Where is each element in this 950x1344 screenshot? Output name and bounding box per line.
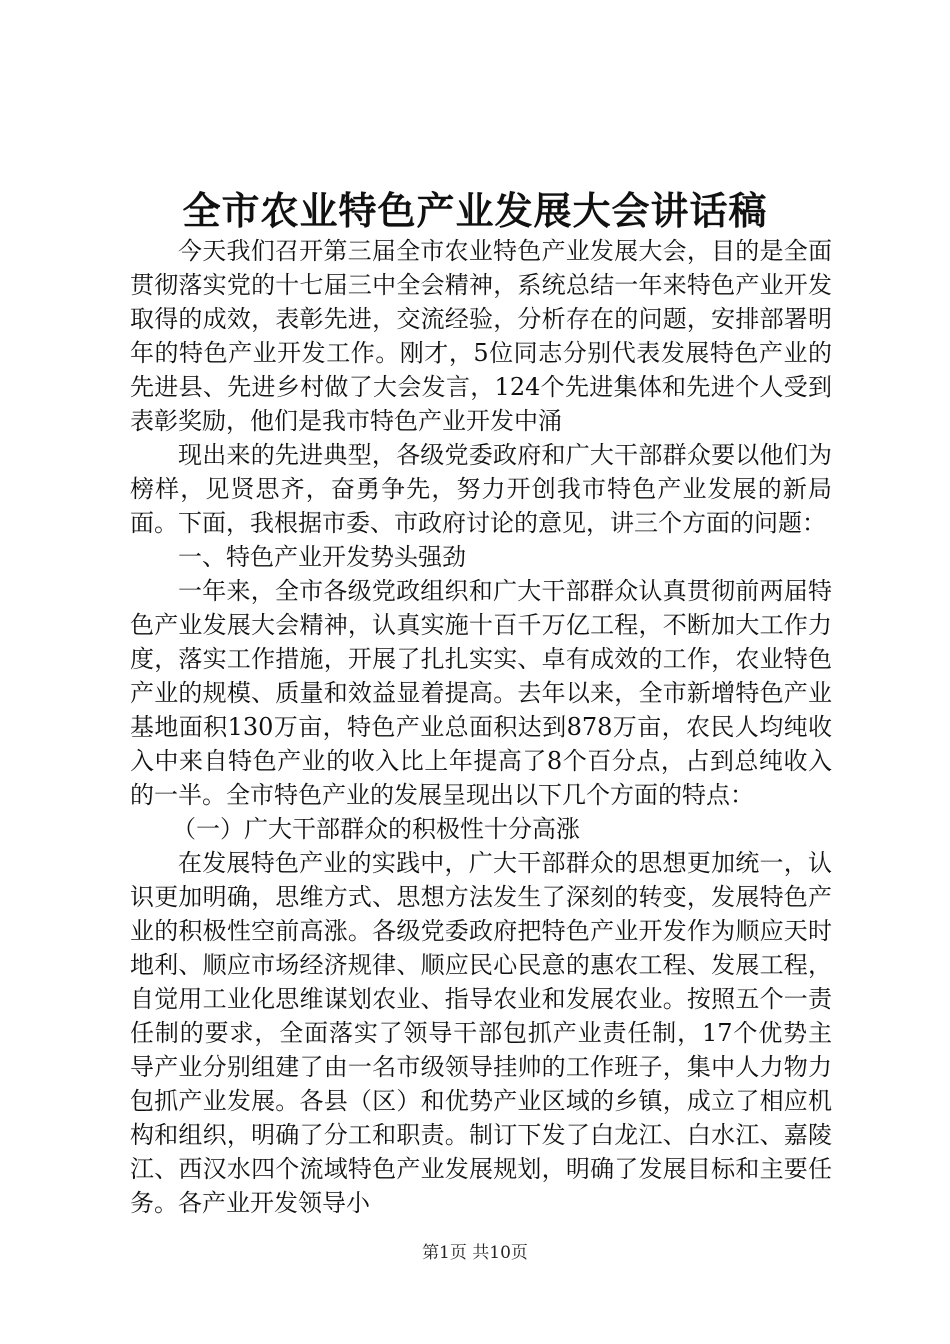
- document-title: 全市农业特色产业发展大会讲话稿: [182, 188, 768, 233]
- section-heading-1: 一、特色产业开发势头强劲: [178, 543, 466, 571]
- paragraph-subsection-1: 在发展特色产业的实践中，广大干部群众的思想更加统一，认识更加明确，思维方式、思想方法发生了深刻的转变，发展特色产业的积极性空前高涨。各级党委政府把特色产业开发作为顺应天时地利、顺应市场经济规律、顺应民心民意的惠农工程、发展工程，自觉用工业化思维谋划农业、指导农业和发展农业。按照五个一责任制的要求，全面落实了领导干部包抓产业责任制，17个优势主导产业分别组建了由一名市级领导挂帅的工作班子，集中人力物力包抓产业发展。各县（区）和优势产业区域的乡镇，成立了相应机构和组织，明确了分工和职责。制订下发了白龙江、白水江、嘉陵江、西汉水四个流域特色产业发展规划，明确了发展目标和主要任务。各产业开发领导小: [130, 849, 832, 1217]
- subsection-heading-1: （一）广大干部群众的积极性十分高涨: [172, 815, 580, 843]
- paragraph-intro: 今天我们召开第三届全市农业特色产业发展大会，目的是全面贯彻落实党的十七届三中全会精神，系统总结一年来特色产业开发取得的成效，表彰先进，交流经验，分析存在的问题，安排部署明年的特色产业开发工作。刚才，5位同志分别代表发展特色产业的先进县、先进乡村做了大会发言，124个先进集体和先进个人受到表彰奖励，他们是我市特色产业开发中涌: [130, 237, 832, 435]
- paragraph-section-1: 一年来，全市各级党政组织和广大干部群众认真贯彻前两届特色产业发展大会精神，认真实施十百千万亿工程，不断加大工作力度，落实工作措施，开展了扎扎实实、卓有成效的工作，农业特色产业的规模、质量和效益显着提高。去年以来，全市新增特色产业基地面积130万亩，特色产业总面积达到878万亩，农民人均纯收入中来自特色产业的收入比上年提高了8个百分点，占到总纯收入的一半。全市特色产业的发展呈现出以下几个方面的特点：: [130, 577, 832, 809]
- page-number-footer: 第1页 共10页: [422, 1243, 528, 1263]
- document-body: [130, 234, 832, 1220]
- paragraph-continuation: 现出来的先进典型，各级党委政府和广大干部群众要以他们为榜样，见贤思齐，奋勇争先，努力开创我市特色产业发展的新局面。下面，我根据市委、市政府讨论的意见，讲三个方面的问题：: [130, 441, 832, 537]
